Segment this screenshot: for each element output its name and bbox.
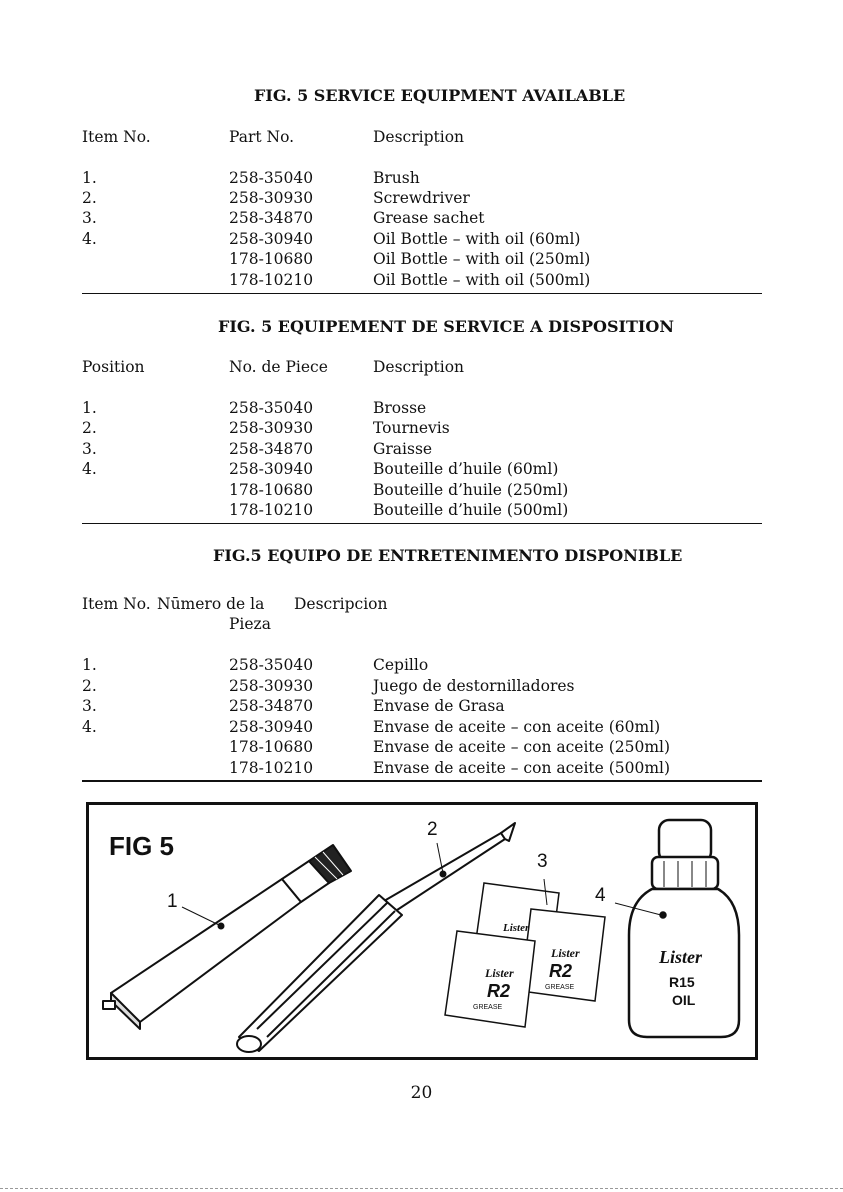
part-number: 178-10680 [229, 250, 314, 268]
part-number: 258-30930 [229, 419, 314, 437]
description: Envase de Grasa [373, 697, 505, 715]
description: Envase de aceite – con aceite (250ml) [373, 738, 671, 756]
part-number: 258-30930 [229, 189, 314, 207]
section-title-french: FIG. 5 EQUIPEMENT DE SERVICE A DISPOSITION [218, 317, 674, 336]
part-number: 258-30940 [229, 230, 314, 248]
divider [82, 523, 762, 524]
part-number: 258-30930 [229, 677, 314, 695]
divider [82, 780, 762, 782]
page-bottom-edge [0, 1188, 843, 1189]
sachet-text-label: GREASE [473, 1004, 503, 1011]
description: Oil Bottle – with oil (250ml) [373, 250, 591, 268]
sachet-brand-label-3: Lister [503, 922, 530, 934]
description: Juego de destornilladores [373, 677, 575, 695]
header-item: Item No. [82, 128, 151, 146]
header-item: Item No. [82, 595, 151, 613]
part-number: 258-34870 [229, 209, 314, 227]
part-number: 258-35040 [229, 169, 314, 187]
description: Bouteille d’huile (500ml) [373, 501, 569, 519]
part-number: 178-10210 [229, 501, 314, 519]
item-number: 4. [82, 460, 97, 478]
item-number: 1. [82, 169, 97, 187]
item-number: 4. [82, 230, 97, 248]
sachet-text-label-2: GREASE [545, 984, 575, 991]
part-number: 178-10680 [229, 481, 314, 499]
sachet-code-label-2: R2 [549, 961, 573, 981]
part-number: 178-10210 [229, 271, 314, 289]
section-title-spanish: FIG.5 EQUIPO DE ENTRETENIMENTO DISPONIBLE [213, 546, 683, 565]
item-number: 3. [82, 697, 97, 715]
part-number: 258-35040 [229, 656, 314, 674]
header-item: Position [82, 358, 145, 376]
oil-bottle-icon [629, 820, 739, 1037]
header-part: No. de Piece [229, 358, 328, 376]
description: Bouteille d’huile (60ml) [373, 460, 559, 478]
item-number: 3. [82, 209, 97, 227]
description: Brush [373, 169, 420, 187]
part-number: 258-30940 [229, 718, 314, 736]
grease-sachet-icon [445, 883, 605, 1027]
sachet-brand-label-2: Lister [551, 946, 580, 960]
description: Oil Bottle – with oil (60ml) [373, 230, 581, 248]
sachet-brand-label: Lister [485, 966, 514, 980]
item-number: 2. [82, 419, 97, 437]
description: Brosse [373, 399, 427, 417]
part-number: 178-10210 [229, 759, 314, 777]
bottle-brand-label: Lister [659, 947, 702, 967]
item-number: 2. [82, 189, 97, 207]
figure-label: FIG 5 [109, 831, 175, 861]
section-title-english: FIG. 5 SERVICE EQUIPMENT AVAILABLE [254, 86, 626, 105]
item-number: 2. [82, 677, 97, 695]
bottle-code-label: R15 [669, 974, 695, 990]
description: Envase de aceite – con aceite (500ml) [373, 759, 671, 777]
description: Envase de aceite – con aceite (60ml) [373, 718, 661, 736]
sachet-code-label: R2 [487, 981, 511, 1001]
description: Bouteille d’huile (250ml) [373, 481, 569, 499]
callout-3: 3 [537, 851, 548, 872]
header-part: Nūmero de la [157, 595, 265, 613]
equipment-drawing [89, 805, 755, 1057]
part-number: 258-34870 [229, 440, 314, 458]
header-part: Part No. [229, 128, 295, 146]
part-number: 178-10680 [229, 738, 314, 756]
item-number: 3. [82, 440, 97, 458]
description: Screwdriver [373, 189, 470, 207]
header-part-line2: Pieza [229, 615, 271, 633]
header-desc: Description [373, 128, 465, 146]
description: Cepillo [373, 656, 429, 674]
description: Oil Bottle – with oil (500ml) [373, 271, 591, 289]
header-desc: Description [373, 358, 465, 376]
divider [82, 293, 762, 294]
figure-illustration [86, 802, 758, 1060]
bottle-text-label: OIL [672, 992, 696, 1008]
brush-icon [103, 845, 351, 1029]
part-number: 258-35040 [229, 399, 314, 417]
header-desc: Descripcion [294, 595, 388, 613]
description: Graisse [373, 440, 433, 458]
page-number: 20 [410, 1083, 433, 1103]
part-number: 258-30940 [229, 460, 314, 478]
item-number: 1. [82, 399, 97, 417]
callout-2: 2 [427, 819, 438, 840]
part-number: 258-34870 [229, 697, 314, 715]
callout-1: 1 [167, 891, 178, 912]
description: Tournevis [373, 419, 450, 437]
description: Grease sachet [373, 209, 485, 227]
item-number: 1. [82, 656, 97, 674]
item-number: 4. [82, 718, 97, 736]
callout-4: 4 [595, 885, 606, 906]
